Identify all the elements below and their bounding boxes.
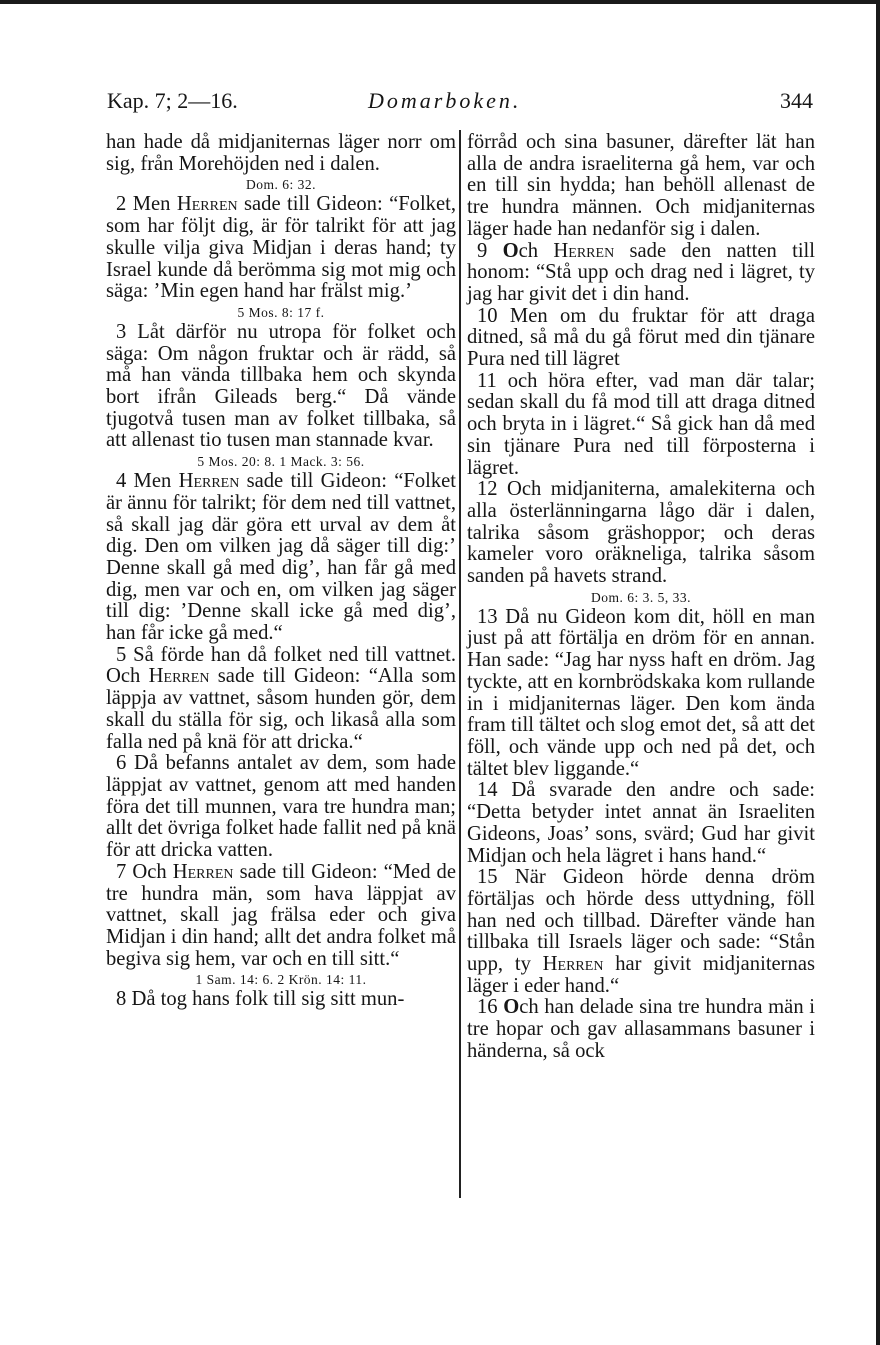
cross-reference: Dom. 6: 3. 5, 33. <box>590 589 691 605</box>
lord-name: Herren <box>148 665 210 688</box>
verse-6: 6 Då befanns antalet av dem, som hade läppjat av vattnet, genom att med handen föra det till munnen, vara tre hundra man; allt det övriga folket hade fallit ned på knä för att dricka vatten. <box>106 752 456 862</box>
section-initial: O <box>503 996 520 1019</box>
verse-15: 15 När Gideon hörde denna dröm förtäljas och hörde dess uttydning, föll han ned och tillbad. Därefter vände han tillbaka till Israels läger och sade: “Stån upp, ty Herren har givit midjaniternas läger i eder hand.“ <box>467 866 815 997</box>
book-title: Domarboken. <box>368 88 522 113</box>
lord-name: Herren <box>553 239 615 262</box>
verse-8: 8 Då tog hans folk till sig sitt mun- <box>116 988 405 1011</box>
cross-reference: 5 Mos. 8: 17 f. <box>237 304 325 320</box>
top-border-line <box>0 0 880 4</box>
verse-2: 2 Men Herren sade till Gideon: “Folket, som har följt dig, är för talrikt för att jag skulle vilja giva Midjan i deras hand; ty Israel kunde då berömma sig mot mig och säga: ’Min egen hand har frälst mig.’ <box>106 193 456 303</box>
verse-4: 4 Men Herren sade till Gideon: “Folket är ännu för talrikt; för dem ned till vattnet, så skall jag där göra ett urval av dem åt dig. Den om vilken jag då säger till dig:’ Denne skall gå med dig’, han får gå med dig, men var och en, om vilken jag säger till dig: ’Denne skall icke gå med dig’, han får icke gå med.“ <box>106 470 456 645</box>
verse-11: 11 och höra efter, vad man där talar; sedan skall du få mod till att draga ditned och bryta in i lägret.“ Så gick han då med sin tjänare Pura ned till förposterna i lägret. <box>467 369 815 479</box>
verse-12: 12 Och midjaniterna, amalekiterna och alla österlänningarna lågo där i dalen, talrika såsom gräshoppor; och deras kameler voro oräkneliga, talrika såsom sanden på havets strand. <box>467 478 815 588</box>
verse-8-continuation: förråd och sina basuner, därefter lät han alla de andra israeliterna gå hem, var och en till sin hydda; han behöll allenast de tre hundra männen. Och midjaniternas läger hade han nedanför sig i dalen. <box>467 131 815 240</box>
lord-name: Herren <box>176 193 238 216</box>
chapter-reference: Kap. 7; 2—16. <box>107 88 238 113</box>
right-column <box>467 132 815 1063</box>
verse-1-continuation: han hade då midjaniternas läger norr om sig, från Morehöjden ned i dalen. <box>106 131 456 175</box>
right-border-line <box>876 0 880 1345</box>
verse-3: 3 Låt därför nu utropa för folket och säga: Om någon fruktar och är rädd, så må han vända tillbaka hem och skynda bort ifrån Gileads berg.“ Då vände tjugotvå tusen man av folket tillbaka, så att allenast tio tusen man stannade kvar. <box>106 320 456 452</box>
lord-name: Herren <box>172 860 234 883</box>
section-initial: O <box>502 239 519 262</box>
verse-10: 10 Men om du fruktar för att draga ditned, så må du gå förut med din tjänare Pura ned till lägret <box>467 304 815 371</box>
cross-reference: 1 Sam. 14: 6. 2 Krön. 14: 11. <box>195 972 367 988</box>
cross-reference: 5 Mos. 20: 8. 1 Mack. 3: 56. <box>197 454 365 470</box>
verse-13: 13 Då nu Gideon kom dit, höll en man just på att förtälja en dröm för en annan. Han sade: “Jag har nyss haft en dröm. Jag tyckte, att en kornbrödskaka kom rullande in i midjaniternas läger. Den kom ända fram till tältet och slog emot det, så att det föll, och vände upp och ned på det, och tältet blev liggande.“ <box>467 605 815 780</box>
verse-14: 14 Då svarade den andre och sade: “Detta betyder intet annat än Israeliten Gideons, Joas’ sons, svärd; Gud har givit Midjan och hela lägret i hans hand.“ <box>467 779 815 867</box>
page-number: 344 <box>780 88 813 113</box>
verse-16: 16 Och han delade sina tre hundra män i tre hopar och gav allasammans basuner i händerna, så ock <box>467 996 815 1062</box>
verse-9: 9 Och Herren sade den natten till honom: “Stå upp och drag ned i lägret, ty jag har givit det i din hand. <box>467 239 815 305</box>
left-column <box>106 132 456 1011</box>
lord-name: Herren <box>178 470 240 493</box>
verse-7: 7 Och Herren sade till Gideon: “Med de tre hundra män, som hava läppjat av vattnet, skall jag frälsa eder och giva Midjan i din hand; allt det andra folket må begiva sig hem, var och en till sitt.“ <box>106 860 456 970</box>
lord-name: Herren <box>542 953 604 976</box>
verse-5: 5 Så förde han då folket ned till vattnet. Och Herren sade till Gideon: “Alla som läppja av vattnet, såsom hunden gör, dem skall du ställa för sig, och likaså alla som falla ned på knä för att dricka.“ <box>106 643 456 753</box>
cross-reference: Dom. 6: 32. <box>245 177 316 193</box>
column-divider <box>459 130 461 1198</box>
